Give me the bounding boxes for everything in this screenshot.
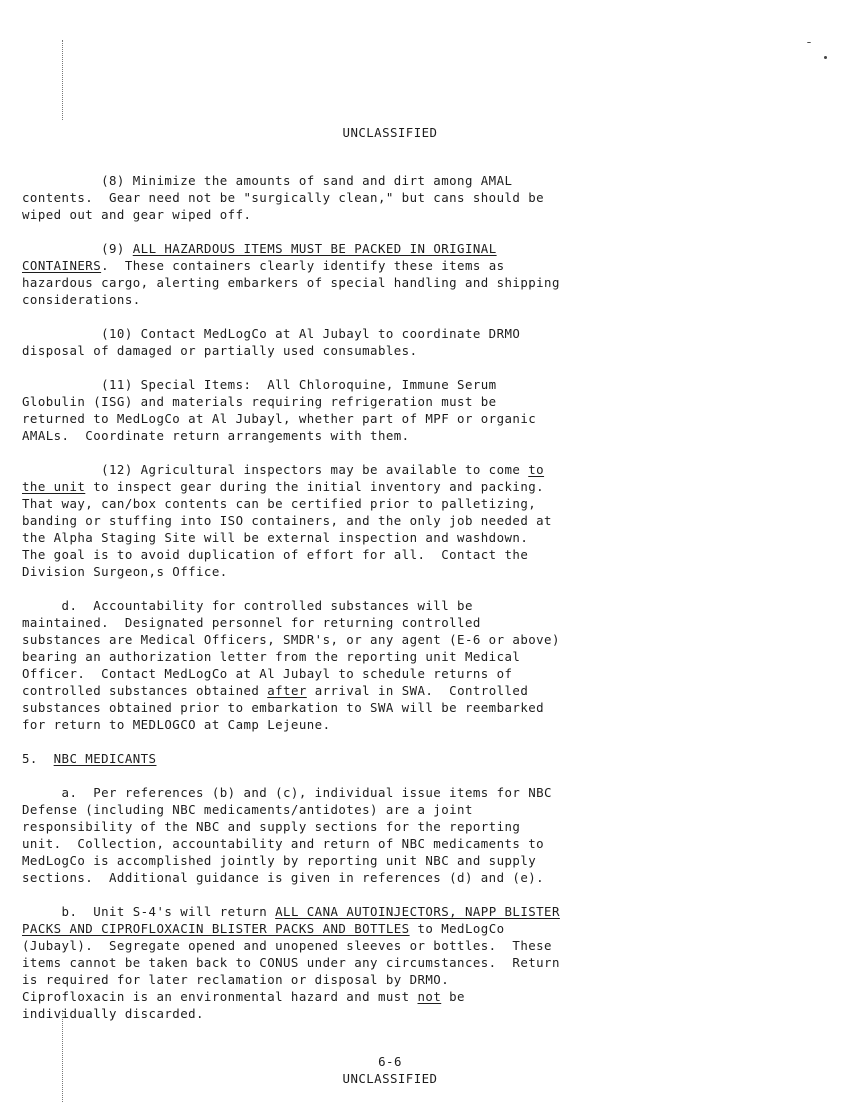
section-5-a-line-6: sections. Additional guidance is given in references (d) and (e). <box>22 870 545 885</box>
item-12-line-2 <box>22 479 544 494</box>
item-12-to-emphasis: to <box>528 462 545 477</box>
item-9-containers-emphasis: CONTAINERS <box>22 258 102 273</box>
item-12-line-3: That way, can/box contents can be certified prior to palletizing, <box>22 496 537 511</box>
section-5-b-packs-emphasis: PACKS AND CIPROFLOXACIN BLISTER PACKS AND BOTTLES <box>22 921 410 936</box>
item-12-prefix: (12) Agricultural inspectors may be available to come <box>22 462 529 477</box>
section-5-b-line-2-rest: to MedLogCo <box>409 921 505 936</box>
item-9-line-2 <box>22 258 505 273</box>
item-9-hazard-emphasis: ALL HAZARDOUS ITEMS MUST BE PACKED IN ORIGINAL <box>132 241 497 256</box>
item-d-line-3: substances are Medical Officers, SMDR's, or any agent (E-6 or above) <box>22 632 560 647</box>
item-9-line-2-rest: . These containers clearly identify these items as <box>101 258 505 273</box>
item-8-line-2: contents. Gear need not be "surgically clean," but cans should be <box>22 190 545 205</box>
item-d-after-emphasis: after <box>267 683 307 698</box>
item-12-unit-emphasis: the unit <box>22 479 86 494</box>
item-d-line-5: Officer. Contact MedLogCo at Al Jubayl to schedule returns of <box>22 666 513 681</box>
section-5-b-line-4: items cannot be taken back to CONUS under any circumstances. Return <box>22 955 560 970</box>
item-9-line-4: considerations. <box>22 292 141 307</box>
item-d-line-6-rest: arrival in SWA. Controlled <box>306 683 529 698</box>
section-5-number: 5. <box>22 751 54 766</box>
item-12-line-1 <box>22 462 544 477</box>
section-5-b-line-1 <box>22 904 560 919</box>
item-10-line-2: disposal of damaged or partially used consumables. <box>22 343 418 358</box>
section-5-a-line-2: Defense (including NBC medicaments/antidotes) are a joint <box>22 802 473 817</box>
section-5-b-line-2 <box>22 921 505 936</box>
section-5-a-line-1: a. Per references (b) and (c), individual issue items for NBC <box>22 785 552 800</box>
section-5-heading <box>22 751 156 766</box>
footer-page-number: 6-6 <box>378 1054 402 1069</box>
footer-classification: UNCLASSIFIED <box>342 1071 438 1086</box>
section-5-b-prefix: b. Unit S-4's will return <box>22 904 276 919</box>
item-12-line-4: banding or stuffing into ISO containers, and the only job needed at <box>22 513 552 528</box>
item-12-line-5: the Alpha Staging Site will be external inspection and washdown. <box>22 530 529 545</box>
header-classification: UNCLASSIFIED <box>342 125 438 140</box>
scan-speck <box>807 42 811 43</box>
item-12-line-6: The goal is to avoid duplication of effort for all. Contact the <box>22 547 529 562</box>
item-9-prefix: (9) <box>22 241 133 256</box>
item-d-line-1: d. Accountability for controlled substances will be <box>22 598 473 613</box>
item-11-line-3: returned to MedLogCo at Al Jubayl, whether part of MPF or organic <box>22 411 537 426</box>
section-5-b-line-6 <box>22 989 465 1004</box>
item-10-line-1: (10) Contact MedLogCo at Al Jubayl to coordinate DRMO <box>22 326 521 341</box>
section-5-b-line-6-prefix: Ciprofloxacin is an environmental hazard and must <box>22 989 418 1004</box>
section-5-a-line-5: MedLogCo is accomplished jointly by reporting unit NBC and supply <box>22 853 537 868</box>
section-5-title: NBC MEDICANTS <box>53 751 157 766</box>
item-d-line-7: substances obtained prior to embarkation to SWA will be reembarked <box>22 700 545 715</box>
item-11-line-2: Globulin (ISG) and materials requiring refrigeration must be <box>22 394 497 409</box>
item-11-line-4: AMALs. Coordinate return arrangements with them. <box>22 428 410 443</box>
section-5-b-line-6-rest: be <box>441 989 465 1004</box>
item-8-line-3: wiped out and gear wiped off. <box>22 207 252 222</box>
section-5-b-not-emphasis: not <box>417 989 442 1004</box>
section-5-a-line-4: unit. Collection, accountability and return of NBC medicaments to <box>22 836 545 851</box>
item-9-line-3: hazardous cargo, alerting embarkers of special handling and shipping <box>22 275 560 290</box>
scan-speck <box>824 56 827 59</box>
item-d-line-4: bearing an authorization letter from the reporting unit Medical <box>22 649 521 664</box>
item-8-line-1: (8) Minimize the amounts of sand and dirt among AMAL <box>22 173 513 188</box>
item-11-line-1: (11) Special Items: All Chloroquine, Immune Serum <box>22 377 497 392</box>
left-edge-scan-line <box>62 40 63 120</box>
item-d-line-8: for return to MEDLOGCO at Camp Lejeune. <box>22 717 331 732</box>
section-5-b-line-5: is required for later reclamation or disposal by DRMO. <box>22 972 450 987</box>
item-d-line-2: maintained. Designated personnel for returning controlled <box>22 615 481 630</box>
item-12-line-7: Division Surgeon,s Office. <box>22 564 228 579</box>
section-5-a-line-3: responsibility of the NBC and supply sections for the reporting <box>22 819 521 834</box>
section-5-b-line-7: individually discarded. <box>22 1006 204 1021</box>
item-12-line-2-rest: to inspect gear during the initial inventory and packing. <box>85 479 545 494</box>
item-d-line-6-prefix: controlled substances obtained <box>22 683 268 698</box>
item-9-line-1 <box>22 241 497 256</box>
section-5-b-line-3: (Jubayl). Segregate opened and unopened sleeves or bottles. These <box>22 938 552 953</box>
item-d-line-6 <box>22 683 528 698</box>
section-5-b-items-emphasis: ALL CANA AUTOINJECTORS, NAPP BLISTER <box>275 904 560 919</box>
